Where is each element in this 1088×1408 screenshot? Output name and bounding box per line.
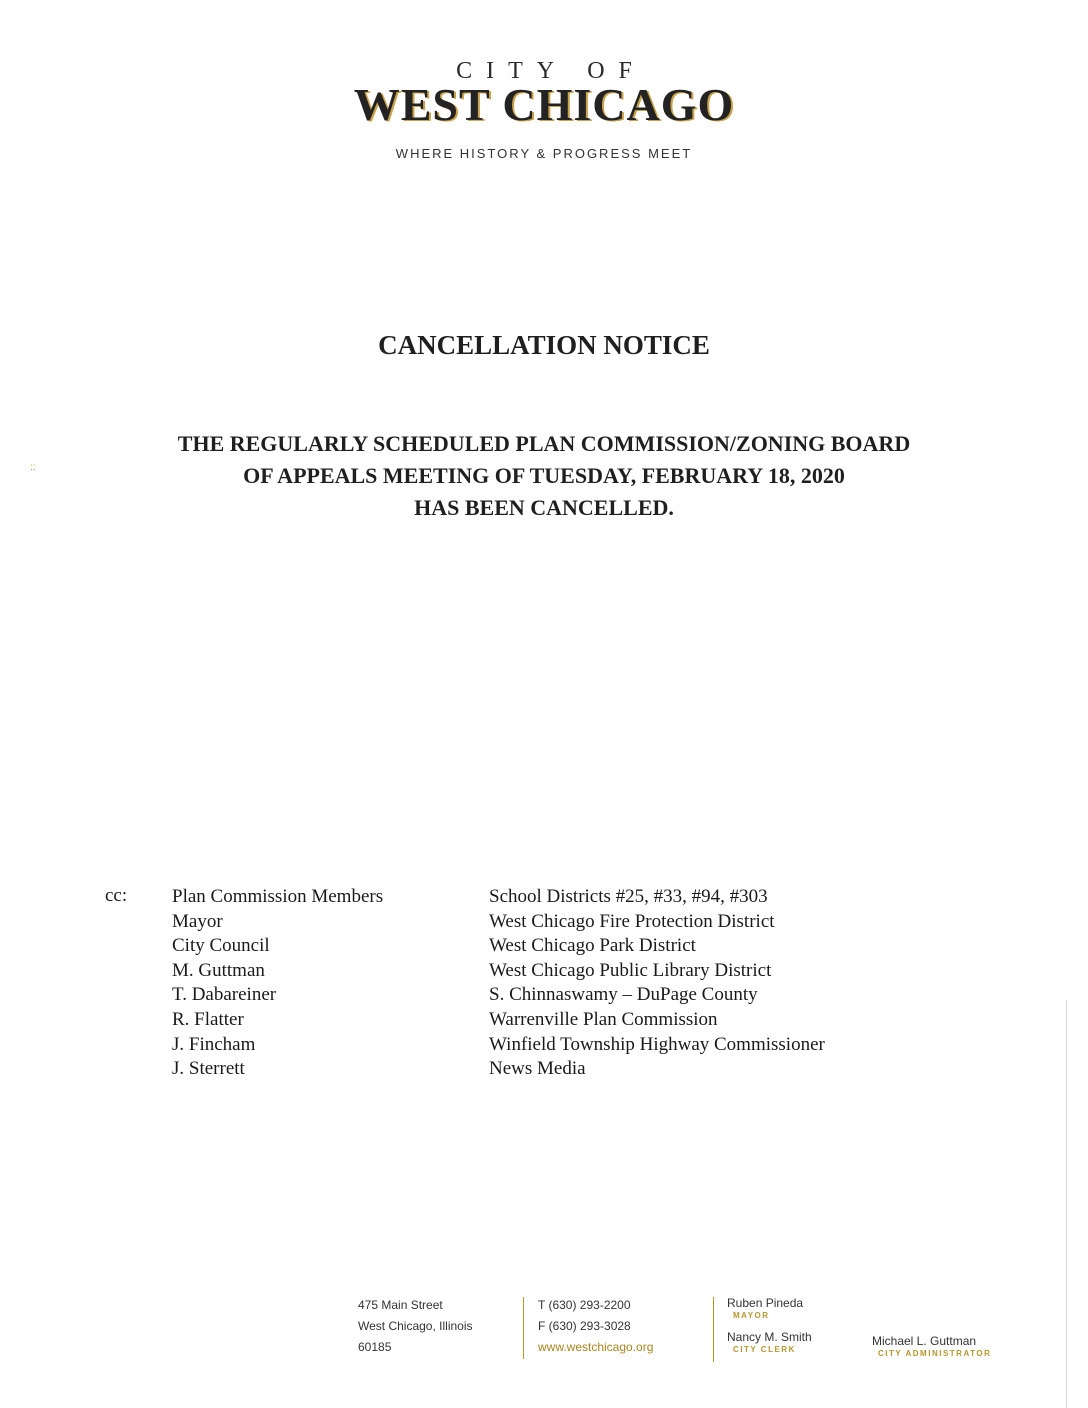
address-zip: 60185	[358, 1340, 392, 1354]
cc-label: cc:	[105, 885, 128, 906]
list-item: School Districts #25, #33, #94, #303	[489, 886, 768, 907]
list-item: Plan Commission Members	[172, 886, 384, 907]
list-item: J. Sterrett	[172, 1058, 245, 1080]
address-street: 475 Main Street	[358, 1298, 443, 1312]
notice-title: CANCELLATION NOTICE	[378, 330, 710, 360]
mayor-name: Ruben Pineda	[727, 1296, 804, 1310]
list-item: Warrenville Plan Commission	[489, 1008, 718, 1030]
cc-list-right	[489, 885, 825, 1082]
margin-mark: ::	[30, 462, 36, 473]
footer-address	[358, 1295, 473, 1358]
list-item: West Chicago Fire Protection District	[489, 910, 775, 932]
letterhead-city-of: CITY OF	[456, 58, 646, 84]
admin-role: CITY ADMINISTRATOR	[878, 1349, 992, 1358]
list-item: S. Chinnaswamy – DuPage County	[489, 984, 758, 1006]
list-item: West Chicago Public Library District	[489, 959, 772, 981]
letterhead-city-name: WEST CHICAGO	[353, 79, 735, 130]
footer-divider	[713, 1297, 714, 1362]
list-item: R. Flatter	[172, 1008, 244, 1030]
scan-edge-line	[1066, 1000, 1067, 1408]
website-link[interactable]: www.westchicago.org	[538, 1340, 654, 1354]
clerk-role: CITY CLERK	[733, 1345, 796, 1354]
notice-line-1: THE REGULARLY SCHEDULED PLAN COMMISSION/ZONING BOARD	[177, 431, 911, 456]
list-item: West Chicago Park District	[489, 935, 696, 957]
address-city: West Chicago, Illinois	[358, 1319, 473, 1333]
notice-line-2: OF APPEALS MEETING OF TUESDAY, FEBRUARY 18, 2020	[243, 463, 845, 488]
list-item: Mayor	[172, 910, 223, 932]
footer-officials	[727, 1295, 812, 1355]
notice-line-3: HAS BEEN CANCELLED.	[414, 495, 674, 520]
phone-number: T (630) 293-2200	[538, 1298, 631, 1312]
footer-contact	[538, 1295, 653, 1358]
list-item: M. Guttman	[172, 959, 265, 981]
admin-name: Michael L. Guttman	[872, 1334, 977, 1348]
cc-list-left	[172, 885, 383, 1082]
letterhead-tagline: WHERE HISTORY & PROGRESS MEET	[395, 146, 693, 161]
mayor-role: MAYOR	[733, 1311, 770, 1320]
list-item: T. Dabareiner	[172, 984, 277, 1006]
footer-administrator	[872, 1333, 991, 1359]
list-item: News Media	[489, 1058, 586, 1080]
fax-number: F (630) 293-3028	[538, 1319, 631, 1333]
list-item: City Council	[172, 935, 270, 957]
list-item: Winfield Township Highway Commissioner	[489, 1033, 825, 1055]
notice-message	[0, 428, 1088, 524]
list-item: J. Fincham	[172, 1033, 256, 1055]
clerk-name: Nancy M. Smith	[727, 1330, 812, 1344]
footer-divider	[523, 1297, 524, 1359]
